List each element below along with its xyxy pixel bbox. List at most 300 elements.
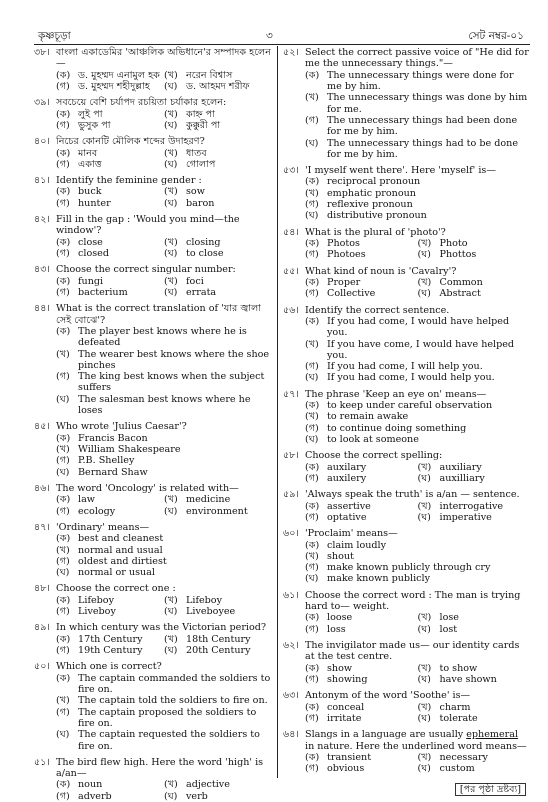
option-label: (খ) [417, 662, 432, 674]
question-text: Choose the correct spelling: [305, 450, 443, 462]
option-item [164, 779, 272, 790]
option-label: (খ) [417, 612, 432, 624]
option-item [56, 606, 164, 617]
option-label: (গ) [56, 555, 70, 567]
question-number: ৪৩। [34, 264, 50, 276]
option-label: (ঘ) [305, 210, 319, 222]
question-item [34, 97, 272, 131]
option-item [56, 545, 272, 556]
option-item [56, 109, 164, 120]
option-text: optative [327, 511, 367, 523]
option-item [56, 198, 164, 209]
option-text: একাত্ত [78, 158, 102, 170]
option-label: (ক) [56, 325, 71, 337]
question-text-part: in nature. Here the underlined word means— [305, 740, 527, 752]
option-item [305, 551, 530, 562]
option-label: (খ) [305, 92, 319, 104]
option-label: (গ) [56, 645, 70, 656]
option-text: ড. মুহম্মদ শহীদুল্লাহ [78, 80, 150, 92]
option-text: 18th Century [186, 633, 251, 645]
option-text: The captain requested the soldiers to fire on. [78, 729, 260, 752]
question-number: ৫৯। [283, 489, 299, 501]
option-text: environment [186, 505, 248, 517]
option-label: (ক) [56, 432, 71, 444]
option-text: The captain proposed the soldiers to fire on. [78, 706, 257, 729]
option-label: (ঘ) [164, 505, 178, 517]
options-group [283, 400, 530, 445]
option-label: (গ) [56, 80, 70, 92]
option-item [418, 713, 531, 724]
option-label: (ঘ) [164, 248, 178, 259]
option-text: If you had come, I would have helped you. [327, 315, 510, 339]
question-text: Who wrote 'Julius Caesar'? [56, 421, 187, 433]
question-text: What is the correct translation of 'যার জ্বালা সেই বোঝে'? [56, 303, 262, 326]
option-item [56, 70, 164, 81]
option-label: (ঘ) [164, 119, 178, 131]
option-text: obvious [327, 763, 365, 775]
option-item [164, 791, 272, 802]
question-item [34, 661, 272, 752]
option-item [418, 763, 531, 774]
set-number: সেট নম্বর-০১ [468, 30, 524, 42]
question-text: সবচেয়ে বেশি চর্যাপদ রচয়িতা চর্যাকার হলেন: [56, 97, 227, 109]
option-item [56, 148, 164, 159]
question-line [34, 97, 272, 108]
option-text: to show [439, 662, 478, 674]
option-label: (গ) [305, 288, 319, 300]
option-label: (খ) [417, 701, 432, 713]
question-item [283, 450, 530, 484]
option-item [56, 467, 272, 478]
option-text: The king best knows when the subject suffers [78, 371, 265, 394]
question-text: নিচের কোনটি মৌলিক শব্দের উদাহরণ? [56, 136, 205, 148]
option-item [56, 394, 272, 417]
option-text: কুক্কুরী পা [186, 119, 221, 131]
options-group [34, 70, 272, 93]
option-item [164, 70, 272, 81]
option-label: (গ) [305, 472, 319, 484]
option-item [56, 444, 272, 455]
option-text: Photoes [327, 249, 366, 261]
option-label: (ঘ) [56, 393, 70, 405]
option-item [56, 779, 164, 790]
option-text: Lifeboy [186, 594, 223, 606]
option-text: Bernard Shaw [78, 466, 148, 478]
option-text: The wearer best knows where the shoe pinches [78, 348, 270, 371]
option-text: claim loudly [327, 539, 387, 551]
options-group [283, 612, 530, 635]
option-label: (ক) [56, 533, 71, 545]
option-label: (ক) [56, 236, 71, 248]
question-number: ৫২। [283, 47, 299, 58]
question-item [283, 227, 530, 261]
option-item [418, 501, 531, 512]
page-number: ৩ [266, 30, 273, 42]
option-text: to continue doing something [327, 422, 467, 434]
option-item [164, 186, 272, 197]
option-text: transient [327, 751, 372, 763]
question-text: In which century was the Victorian period? [56, 622, 267, 634]
option-label: (খ) [164, 147, 178, 159]
question-line [283, 528, 530, 539]
option-item [56, 276, 164, 287]
option-text: William Shakespeare [78, 444, 181, 455]
option-label: (গ) [305, 249, 319, 261]
option-label: (গ) [56, 706, 70, 718]
option-item [305, 713, 418, 724]
question-text [305, 729, 530, 752]
option-text: ড. মুহম্মদ এনামুল হক [78, 69, 160, 81]
question-line [34, 136, 272, 147]
option-item [164, 120, 272, 131]
option-item [164, 494, 272, 505]
option-label: (ক) [56, 147, 71, 159]
option-text: necessary [439, 751, 488, 763]
question-text: Identify the correct sentence. [305, 304, 450, 316]
options-group [34, 237, 272, 260]
option-label: (ক) [305, 238, 320, 249]
option-text: custom [439, 763, 475, 775]
option-label: (ক) [305, 701, 320, 713]
option-text: auxilery [327, 472, 367, 484]
question-text: Identify the feminine gender : [56, 175, 202, 187]
option-item [305, 752, 418, 763]
question-text: 'Always speak the truth' is a/an — sentence. [305, 489, 520, 501]
right-column [283, 47, 530, 778]
option-label: (ক) [305, 276, 320, 288]
option-item [305, 411, 530, 422]
question-text: The invigilator made us— our identity cards at the test centre. [305, 640, 520, 663]
question-number: ৫৬। [283, 304, 299, 316]
option-label: (ঘ) [417, 472, 431, 484]
option-item [305, 316, 530, 339]
question-item [283, 305, 530, 384]
option-label: (ক) [56, 779, 71, 791]
options-group [34, 109, 272, 132]
options-group [34, 148, 272, 171]
option-item [305, 249, 418, 260]
question-number: ৪১। [34, 175, 50, 187]
option-text: normal and usual [78, 544, 163, 556]
question-line [34, 522, 272, 533]
option-item [305, 339, 530, 362]
option-label: (ঘ) [164, 197, 178, 209]
option-text: auxilary [327, 461, 367, 473]
question-line [34, 47, 272, 70]
option-item [305, 138, 530, 161]
option-item [164, 109, 272, 120]
question-number: ৩৯। [34, 97, 50, 109]
option-text: sow [186, 186, 205, 198]
question-item [34, 421, 272, 478]
option-text: make known publicly [327, 573, 431, 585]
option-label: (গ) [305, 763, 319, 775]
question-item [34, 583, 272, 617]
option-item [56, 791, 164, 802]
option-text: tolerate [439, 712, 478, 724]
option-label: (খ) [164, 594, 178, 606]
option-label: (ক) [305, 315, 320, 327]
option-item [305, 277, 418, 288]
option-label: (খ) [164, 108, 178, 120]
option-label: (ক) [56, 633, 71, 645]
options-group [283, 663, 530, 686]
question-item [34, 264, 272, 298]
question-number: ৪০। [34, 136, 50, 148]
option-label: (গ) [305, 623, 319, 635]
question-item [283, 590, 530, 635]
option-label: (ঘ) [305, 434, 319, 445]
option-item [164, 506, 272, 517]
option-text: fungi [78, 275, 104, 287]
left-column [34, 47, 272, 802]
question-number: ৬২। [283, 640, 299, 651]
option-item [56, 673, 272, 696]
option-item [305, 473, 418, 484]
option-text: ভুসুক পা [78, 119, 111, 131]
option-text: auxilliary [439, 472, 485, 484]
option-item [164, 148, 272, 159]
option-item [305, 702, 418, 713]
option-item [164, 276, 272, 287]
option-label: (ঘ) [305, 573, 319, 585]
option-text: to keep under careful observation [327, 400, 493, 412]
option-text: adverb [78, 790, 112, 802]
option-label: (ক) [56, 69, 71, 81]
question-line [34, 303, 272, 326]
option-text: Photo [439, 238, 468, 249]
option-label: (ঘ) [164, 80, 178, 92]
option-text: bacterium [78, 286, 128, 298]
question-item [283, 389, 530, 446]
option-label: (ক) [56, 275, 71, 287]
options-group [34, 326, 272, 417]
option-text: charm [439, 701, 471, 713]
question-item [34, 303, 272, 416]
options-group [34, 595, 272, 618]
question-text: What is the plural of 'photo'? [305, 226, 446, 238]
question-line [34, 264, 272, 275]
option-item [164, 645, 272, 656]
option-text: oldest and dirtiest [78, 555, 167, 567]
option-item [305, 199, 530, 210]
option-item [164, 198, 272, 209]
question-text: 'I myself went there'. Here 'myself' is— [305, 165, 496, 177]
next-page-note: [পর পৃষ্ঠা দ্রষ্টব্য] [455, 783, 526, 796]
option-item [56, 506, 164, 517]
option-text: গোলাপ [186, 158, 216, 170]
option-text: Photos [327, 238, 360, 249]
option-text: The salesman best knows where he loses [78, 393, 251, 417]
question-line [283, 450, 530, 461]
question-line [283, 47, 530, 70]
option-text: কাহ্ন পা [186, 108, 215, 120]
option-item [305, 70, 530, 93]
option-item [164, 81, 272, 92]
option-label: (গ) [56, 158, 70, 170]
option-label: (ক) [56, 594, 71, 606]
option-item [418, 663, 531, 674]
option-text: closing [186, 236, 221, 248]
option-label: (ক) [305, 400, 320, 412]
option-label: (গ) [305, 361, 319, 373]
option-text: ড. আহমদ শরীফ [186, 80, 250, 92]
question-line [283, 590, 530, 613]
question-line [34, 583, 272, 594]
option-text: closed [78, 248, 109, 259]
question-number: ৪৬। [34, 482, 50, 494]
options-group [283, 501, 530, 524]
option-text: ধাতব [186, 147, 207, 159]
question-text: Which one is correct? [56, 661, 162, 673]
question-line [283, 305, 530, 316]
option-text: assertive [327, 500, 371, 512]
question-text: 'Ordinary' means— [56, 521, 150, 533]
option-item [56, 695, 272, 706]
option-item [305, 763, 418, 774]
option-text: Collective [327, 288, 376, 300]
question-number: ৪৯। [34, 622, 50, 634]
option-item [305, 624, 418, 635]
option-item [164, 159, 272, 170]
option-label: (ক) [305, 500, 320, 512]
option-label: (ঘ) [164, 286, 178, 298]
option-label: (গ) [56, 790, 70, 802]
question-item [34, 136, 272, 170]
option-label: (খ) [305, 187, 319, 199]
underlined-word: ephemeral [466, 729, 519, 741]
option-label: (খ) [164, 275, 178, 287]
question-line [34, 622, 272, 633]
question-number: ৫১। [34, 756, 50, 768]
option-label: (ঘ) [417, 712, 431, 724]
option-item [305, 573, 530, 584]
option-label: (গ) [305, 712, 319, 724]
option-item [305, 663, 418, 674]
question-item [34, 757, 272, 802]
option-item [418, 249, 531, 260]
question-item [283, 47, 530, 160]
option-label: (ঘ) [417, 249, 431, 261]
option-text: lose [439, 612, 459, 624]
question-line [34, 421, 272, 432]
option-label: (ঘ) [417, 623, 431, 635]
question-number: ৪৫। [34, 421, 50, 433]
option-text: The unnecessary things had to be done for me by him. [327, 137, 518, 160]
option-item [56, 248, 164, 259]
option-label: (খ) [56, 544, 70, 556]
question-number: ৩৮। [34, 47, 50, 58]
option-label: (গ) [305, 114, 319, 126]
option-label: (খ) [56, 348, 70, 360]
question-text: Select the correct passive voice of "He did for me the unnecessary things."— [305, 47, 529, 70]
option-text: ecology [78, 505, 116, 517]
option-text: If you had come, I would help you. [327, 372, 495, 384]
option-label: (গ) [305, 199, 319, 211]
option-item [418, 512, 531, 523]
column-divider [277, 46, 278, 778]
option-text: adjective [186, 779, 230, 791]
question-item [34, 175, 272, 209]
question-text: The bird flew high. Here the word 'high' is a/an— [56, 756, 264, 780]
option-item [164, 237, 272, 248]
option-item [305, 92, 530, 115]
option-text: medicine [186, 494, 231, 506]
question-item [34, 483, 272, 517]
option-text: showing [327, 673, 368, 685]
option-item [56, 159, 164, 170]
options-group [34, 673, 272, 752]
option-item [56, 237, 164, 248]
question-item [283, 165, 530, 222]
option-text: distributive pronoun [327, 210, 427, 222]
option-text: Abstract [439, 288, 481, 300]
option-item [56, 707, 272, 730]
option-label: (ক) [305, 461, 320, 473]
option-label: (খ) [164, 69, 178, 81]
option-label: (ঘ) [417, 763, 431, 775]
option-item [164, 634, 272, 645]
option-label: (ঘ) [56, 466, 70, 478]
question-line [283, 266, 530, 277]
option-item [305, 562, 530, 573]
option-label: (ঘ) [164, 158, 178, 170]
option-text: The unnecessary things were done for me by him. [327, 69, 514, 92]
option-text: have shown [439, 673, 497, 685]
option-item [418, 624, 531, 635]
question-number: ৫৪। [283, 226, 299, 238]
option-text: The captain told the soldiers to fire on. [78, 695, 268, 707]
option-label: (ক) [56, 494, 71, 506]
option-label: (ক) [56, 672, 71, 684]
question-line [283, 165, 530, 176]
option-label: (গ) [56, 286, 70, 298]
option-item [56, 326, 272, 349]
options-group [283, 238, 530, 261]
question-line [283, 640, 530, 663]
question-item [283, 266, 530, 300]
option-item [418, 702, 531, 713]
option-item [305, 512, 418, 523]
question-item [283, 640, 530, 685]
option-label: (খ) [417, 461, 432, 473]
question-number: ৬০। [283, 528, 299, 540]
option-label: (খ) [417, 276, 432, 288]
question-number: ৬৩। [283, 690, 299, 702]
option-item [305, 288, 418, 299]
option-text: Francis Bacon [78, 432, 148, 444]
question-line [283, 690, 530, 701]
option-label: (ক) [305, 539, 320, 551]
option-item [56, 287, 164, 298]
option-label: (খ) [305, 411, 319, 423]
options-group [283, 702, 530, 725]
option-text: P.B. Shelley [78, 455, 135, 467]
options-group [34, 533, 272, 578]
options-group [34, 186, 272, 209]
question-item [34, 622, 272, 656]
option-text: irritate [327, 712, 362, 724]
option-label: (ঘ) [305, 137, 319, 149]
option-item [305, 372, 530, 383]
option-item [56, 81, 164, 92]
option-item [305, 434, 530, 445]
option-text: Common [439, 276, 483, 288]
option-item [418, 473, 531, 484]
option-item [418, 288, 531, 299]
question-text-part: Slangs in a language are usually [305, 729, 467, 741]
option-label: (ঘ) [164, 606, 178, 618]
